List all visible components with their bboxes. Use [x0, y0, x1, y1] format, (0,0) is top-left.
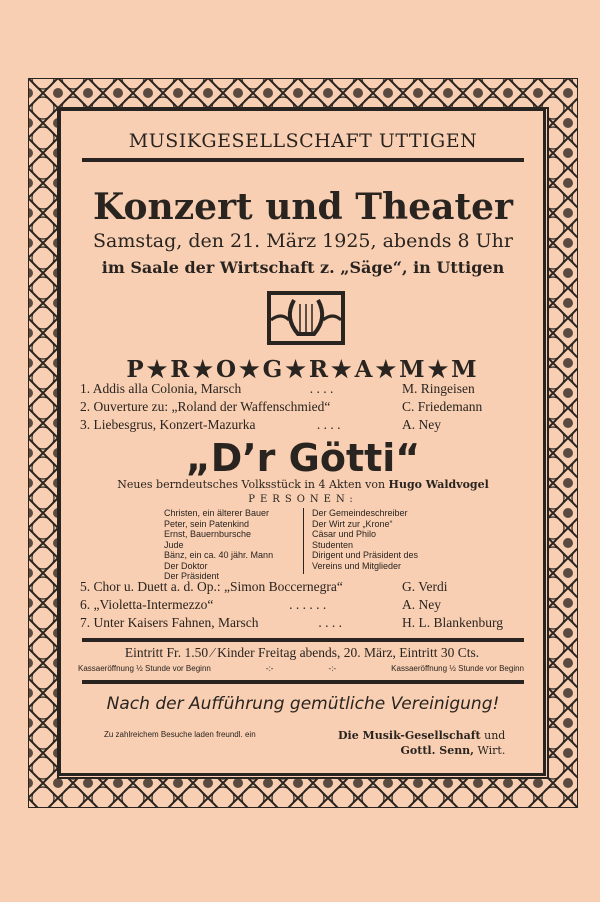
cast-member: Der Doktor [164, 560, 208, 571]
host-role: Wirt. [474, 744, 506, 757]
cast-member: Christen, ein älterer Bauer [164, 508, 270, 518]
cast-list-right [312, 508, 418, 571]
program-item [80, 596, 526, 613]
box-office-note [78, 664, 524, 673]
program-item-title: 3. Liebesgrus, Konzert-Mazurka [80, 417, 256, 432]
leader-dots: . . . . . . [289, 597, 327, 612]
program-item [80, 578, 526, 595]
program-item [80, 614, 526, 631]
cast-member: Der Präsident [164, 571, 220, 581]
play-subtitle [60, 478, 546, 491]
closing-slogan: Nach der Aufführung gemütliche Vereinigung! [106, 694, 500, 714]
program-item-title: 5. Chor u. Duett a. d. Op.: „Simon Boccernegra“ [80, 579, 343, 594]
personen-heading: PERSONEN: [248, 494, 358, 505]
program-item-composer: A. Ney [402, 417, 441, 432]
divider [82, 158, 524, 162]
program-item-composer: C. Friedemann [402, 399, 483, 414]
box-office-left: Kassaeröffnung ½ Stunde vor Beginn [78, 664, 211, 673]
leader-dots: . . . . [318, 615, 343, 630]
program-item-title: 7. Unter Kaisers Fahnen, Marsch [80, 615, 259, 630]
host-society: Die Musik-Gesellschaft [338, 729, 481, 742]
program-item-composer: G. Verdi [402, 579, 448, 594]
program-heading: P★R★O★G★R★A★M★M [126, 356, 480, 383]
invitation: Zu zahlreichem Besuche laden freundl. ein [104, 730, 256, 739]
event-date: Samstag, den 21. März 1925, abends 8 Uhr [93, 230, 513, 252]
cast-member: Bänz, ein ca. 40 jähr. Mann [164, 550, 274, 560]
program-item-title: 6. „Violetta-Intermezzo“ [80, 597, 214, 612]
program-item-composer: A. Ney [402, 597, 441, 612]
separator: -:- [265, 664, 274, 673]
admission-text: Eintritt Fr. 1.50 ⁄ Kinder Freitag abends, 20. März, Eintritt 30 Cts. [124, 645, 480, 660]
cast-member: Ernst, Bauernbursche [164, 529, 252, 539]
cast-list-left [164, 508, 273, 582]
program-item-composer: H. L. Blankenburg [402, 615, 503, 630]
cast-member: Peter, sein Patenkind [164, 518, 250, 529]
society-name: MUSIKGESELLSCHAFT UTTIGEN [128, 130, 478, 152]
leader-dots: . . . . [316, 417, 341, 432]
play-author: Hugo Waldvogel [388, 478, 489, 491]
program-item-title: 2. Ouverture zu: „Roland der Waffenschmied“ [80, 399, 331, 414]
divider [82, 680, 524, 684]
box-office-right: Kassaeröffnung ½ Stunde vor Beginn [391, 664, 524, 673]
cast-member: Cäsar und Philo [312, 529, 377, 539]
leader-dots: . . . . [309, 381, 334, 396]
cast-member: Der Gemeindeschreiber [312, 508, 408, 518]
program-item [80, 398, 526, 415]
lyre-emblem-icon [266, 290, 346, 346]
program-item-title: 1. Addis alla Colonia, Marsch [80, 381, 242, 396]
program-item [80, 380, 526, 397]
play-description: Neues berndeutsches Volksstück in 4 Akten von [117, 478, 386, 491]
cast-member: Jude [164, 539, 184, 550]
host-connector: und [480, 729, 506, 742]
venue: im Saale der Wirtschaft z. „Säge“, in Uttigen [101, 258, 505, 277]
cast-divider [303, 508, 304, 574]
hosts [338, 728, 505, 758]
separator: -:- [328, 664, 337, 673]
cast-member: Der Wirt zur „Krone“ [312, 518, 393, 529]
leader-dots [343, 578, 402, 595]
cast-member: Studenten [312, 539, 354, 550]
program-item [80, 416, 526, 433]
cast-member: Dirigent und Präsident des [312, 550, 419, 560]
play-title: „D’r Götti“ [185, 436, 421, 480]
host-innkeeper: Gottl. Senn, [400, 744, 475, 757]
program-item-composer: M. Ringeisen [402, 381, 475, 396]
divider [82, 638, 524, 642]
cast-member: Vereins und Mitglieder [312, 560, 402, 571]
poster-title: Konzert und Theater [93, 186, 513, 228]
leader-dots [330, 398, 402, 415]
